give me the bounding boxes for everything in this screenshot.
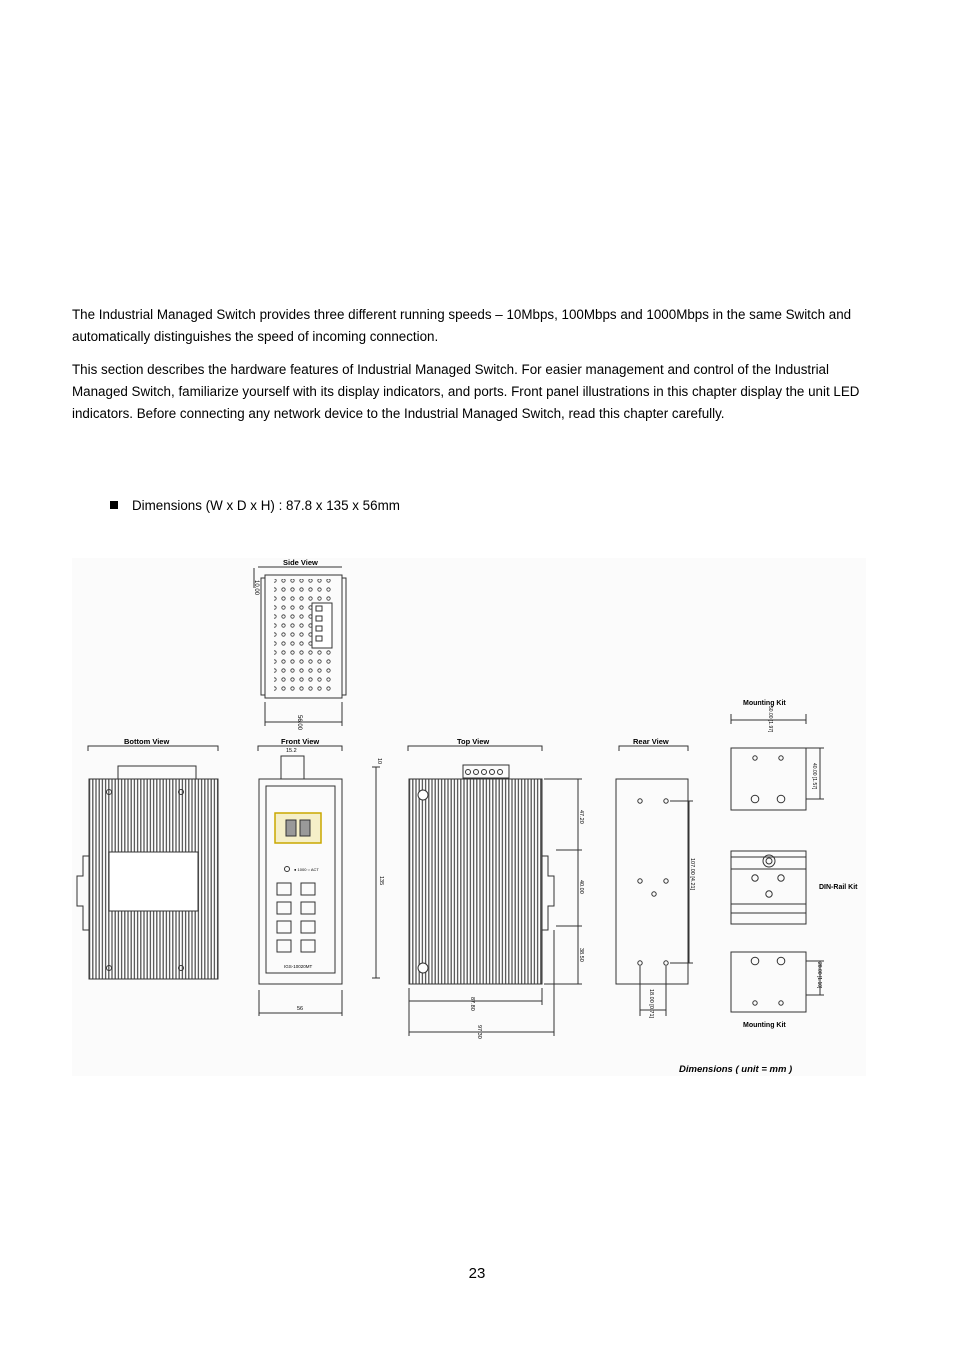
page-number: 23 [468,1265,486,1282]
dimension-drawing-svg [72,558,866,1076]
kit2-height-dim: 28.00 [1.10] [816,962,822,989]
top-total-dim: 97.30 [476,1025,482,1039]
kit-width-dim: 50.00 [1.97] [767,706,773,733]
top-seg1-dim: 47.20 [578,810,584,824]
dimensions-text: Dimensions (W x D x H) : 87.8 x 135 x 56mm [132,498,400,513]
rear-view [616,737,695,1019]
front-top-offset-dim: 10 [376,758,382,765]
kit-height-dim: 40.00 [1.57] [811,763,817,790]
side-view [253,558,346,731]
hardware-description-paragraph: This section describes the hardware features of Industrial Managed Switch. For easier management and control of the Industrial Managed Switch, familiarize yourself with its display indicators, and ports. Front panel illustrations in this chapter display the unit LED indicators. Before connecting any network device to the Industrial Managed Switch, read this chapter carefully. [72,362,860,421]
din-rail-kit-label: DIN-Rail Kit [819,884,858,891]
figure-caption: Dimensions ( unit = mm ) [679,1064,793,1075]
rear-bottom-dim: 18.00 [0.71] [648,989,654,1019]
top-view-label: Top View [457,737,490,746]
front-model-label: IGS-10020MT [284,964,313,969]
side-view-label: Side View [283,558,318,567]
top-seg2-dim: 40.00 [578,880,584,894]
front-width-dim: 56 [297,1006,304,1012]
mounting-kit-bottom-label: Mounting Kit [743,1022,786,1029]
side-width-dim: 56.00 [296,715,302,731]
dimension-drawing [72,558,866,1076]
dimensions-bullet [110,496,400,516]
din-rail-kit [731,851,858,924]
bottom-view [77,737,218,979]
intro-paragraph: The Industrial Managed Switch provides three different running speeds – 10Mbps, 100Mbps and 1000Mbps in the same Switch and automatically distinguishes the speed of incoming connection. [72,307,852,344]
mounting-kit-top-label: Mounting Kit [743,700,786,707]
svg-text:● 1000 ○ ACT: ● 1000 ○ ACT [294,867,319,872]
square-bullet-icon [110,501,118,509]
front-top-dim: 15.2 [286,748,297,754]
rear-height-dim: 107.00 [4.21] [689,858,695,891]
side-top-dim: 10.00 [253,580,259,596]
top-seg3-dim: 38.50 [578,948,584,962]
front-height-dim: 135 [378,876,384,886]
bottom-view-label: Bottom View [124,737,170,746]
front-view [258,737,384,1016]
front-view-label: Front View [281,737,320,746]
rear-view-label: Rear View [633,737,669,746]
mounting-kit-top [731,700,824,810]
mounting-kit-bottom [731,952,824,1029]
top-width-dim: 87.80 [469,997,475,1011]
top-view [408,737,584,1039]
